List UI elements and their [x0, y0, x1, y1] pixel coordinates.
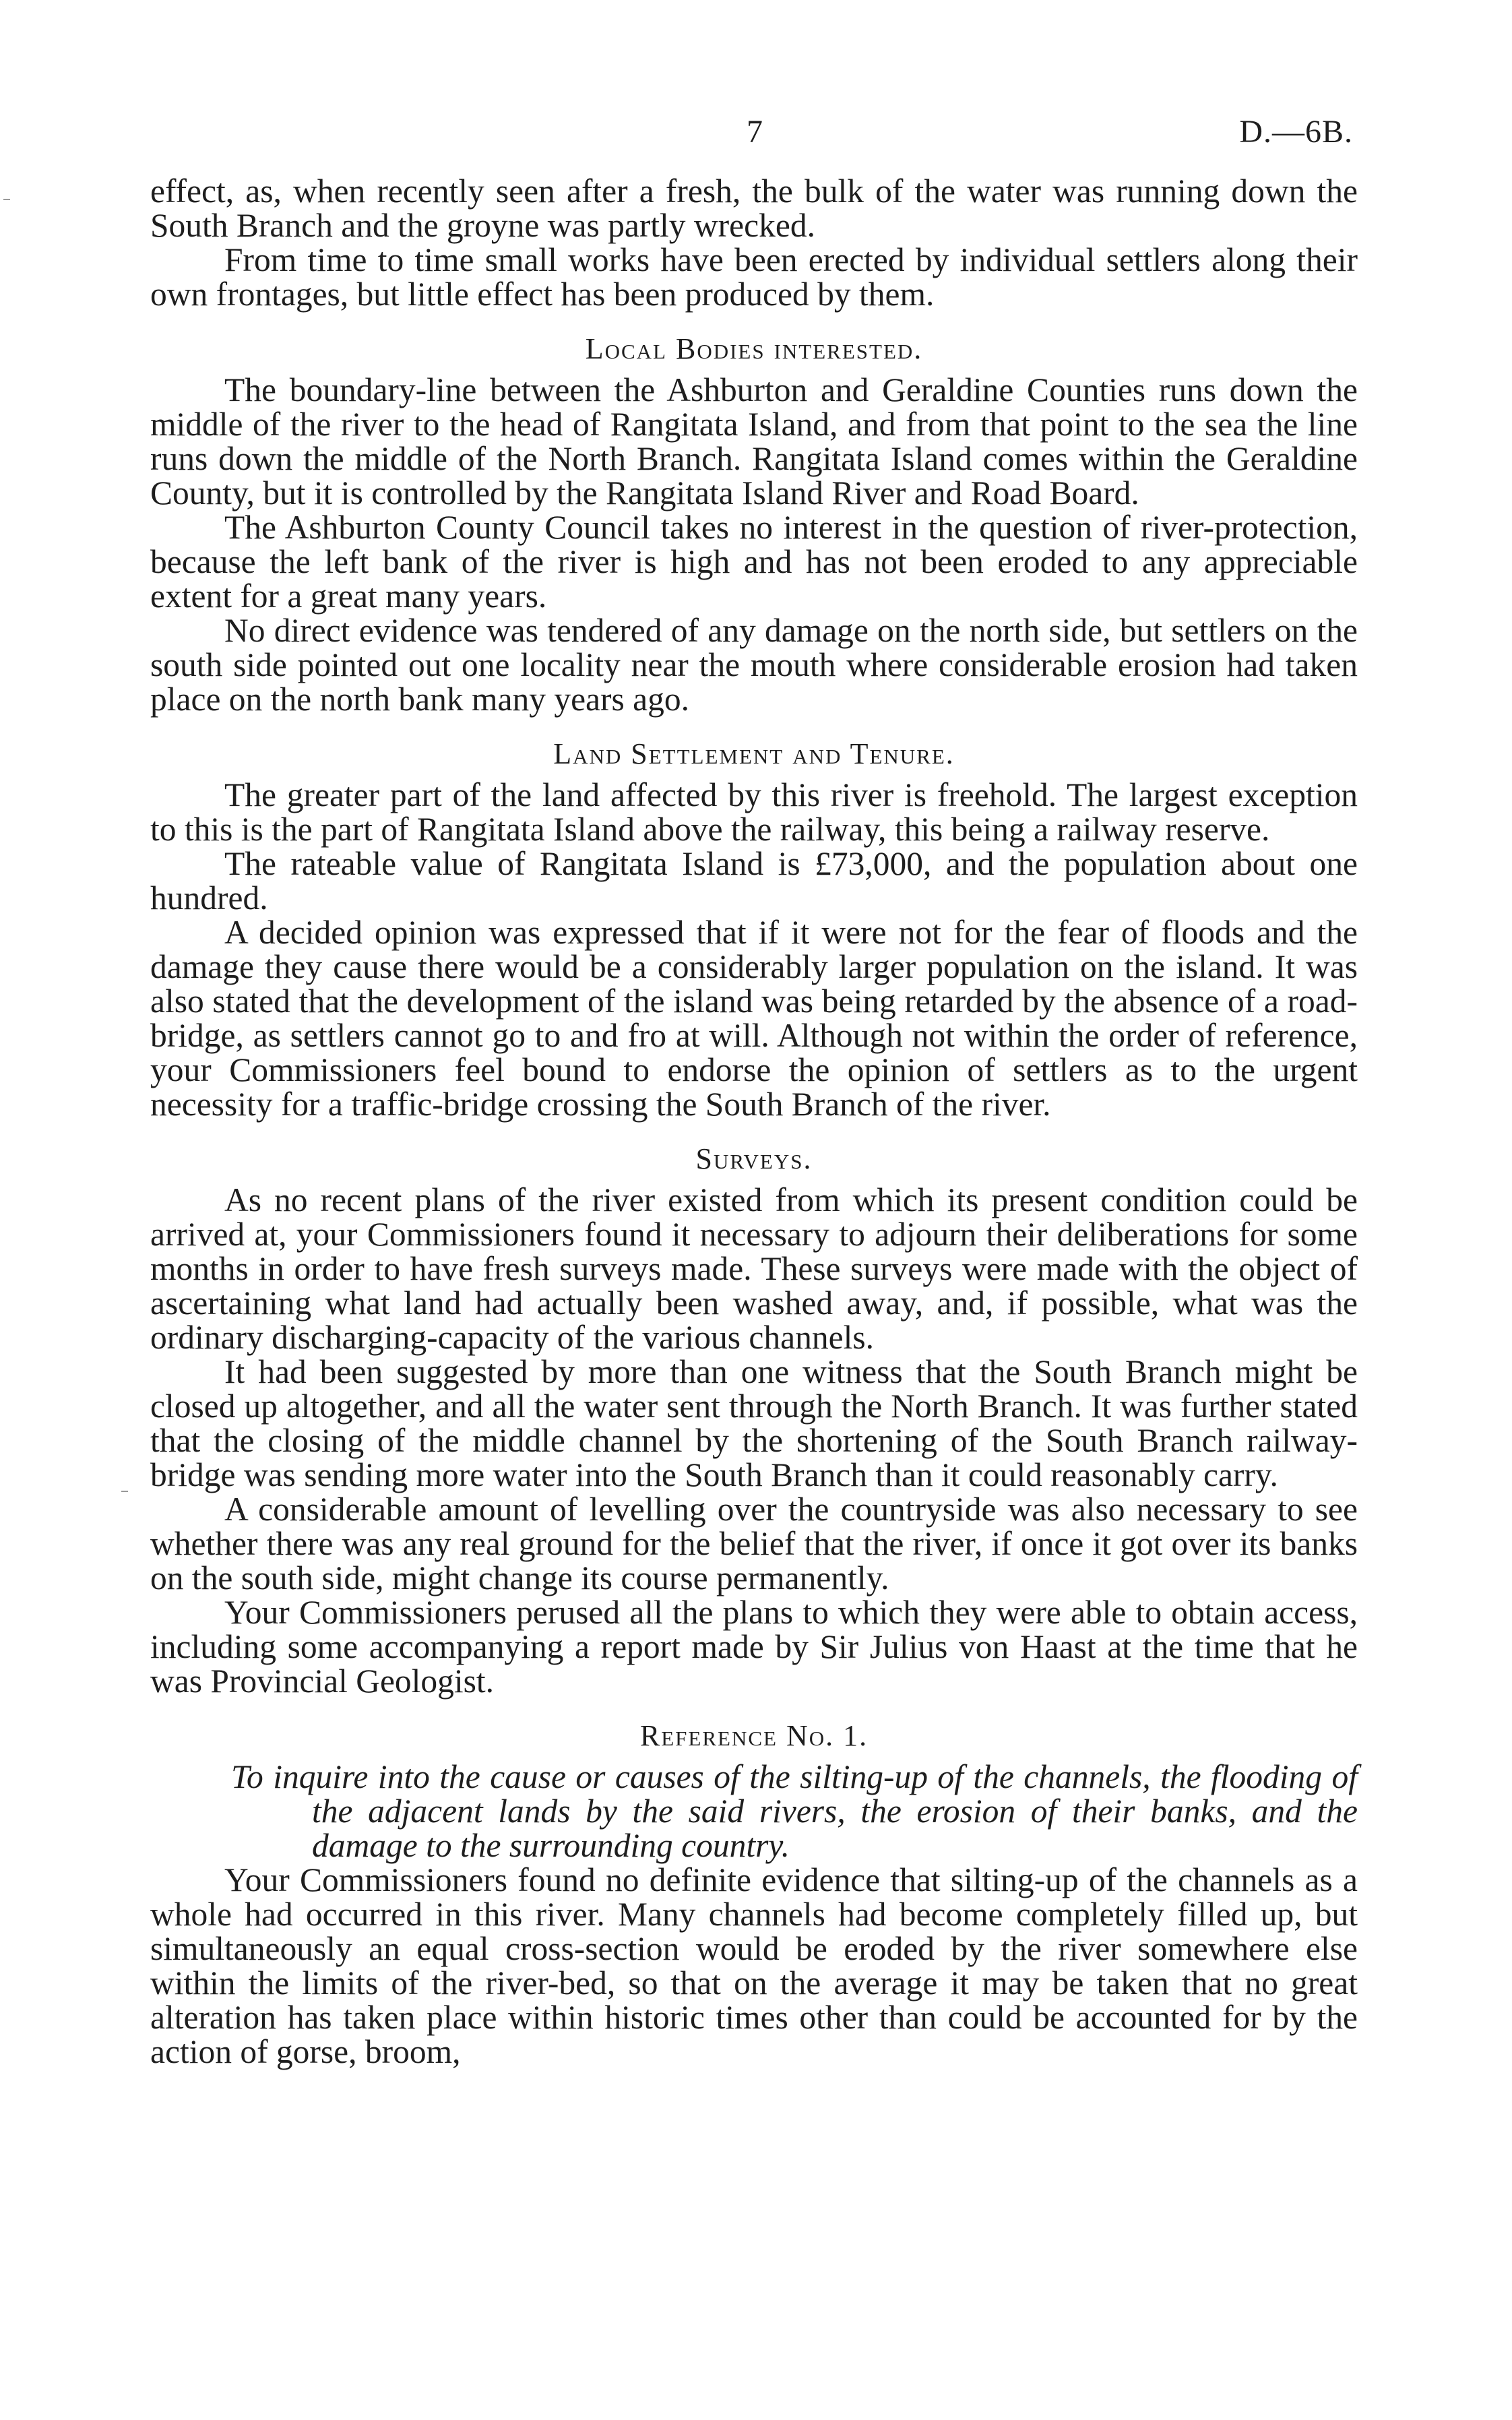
reference-quote: To inquire into the cause or causes of the silting-up of the channels, the flooding of the adjacent lands by the said rivers, the erosion of their banks, and the damage to the surrounding country. — [231, 1758, 1358, 1864]
paragraph: No direct evidence was tendered of any damage on the north side, but settlers on the south side pointed out one locality near the mouth where considerable erosion had taken place on the north bank many years ago. — [150, 612, 1358, 718]
document-reference: D.—6B. — [1239, 114, 1353, 150]
paragraph: It had been suggested by more than one witness that the South Branch might be closed up altogether, and all the water sent through the North Branch. It was further stated that the closing of the middle channel by the shortening of the South Branch railway-bridge was sending more water into the South Branch than it could reasonably carry. — [150, 1353, 1358, 1493]
paragraph: The rateable value of Rangitata Island is £73,000, and the population about one hundred. — [150, 845, 1358, 917]
section-heading-land-settlement: Land Settlement and Tenure. — [553, 737, 955, 770]
scan-mark — [3, 199, 10, 200]
paragraph: From time to time small works have been erected by individual settlers along their own frontages, but little effect has been produced by them. — [150, 241, 1358, 313]
paragraph: The Ashburton County Council takes no interest in the question of river-protection, because the left bank of the river is high and has not been eroded to any appreciable extent for a great many years. — [150, 509, 1358, 615]
paragraph: Your Commissioners perused all the plans to which they were able to obtain access, including some accompanying a report made by Sir Julius von Haast at the time that he was Provincial Geologist. — [150, 1594, 1358, 1700]
paragraph: The boundary-line between the Ashburton and Geraldine Counties runs down the middle of the river to the head of Rangitata Island, and from that point to the sea the line runs down the middle of the North Branch. Rangitata Island comes within the Geraldine County, but it is controlled by the Rangitata Island River and Road Board. — [150, 371, 1358, 511]
document-body — [150, 174, 1358, 2069]
paragraph: effect, as, when recently seen after a fresh, the bulk of the water was running down the South Branch and the groyne was partly wrecked. — [150, 173, 1358, 244]
paragraph: The greater part of the land affected by this river is freehold. The largest exception to this is the part of Rangitata Island above the railway, this being a railway reserve. — [150, 776, 1358, 848]
paragraph: A decided opinion was expressed that if it were not for the fear of floods and the damage they cause there would be a considerably larger population on the island. It was also stated that the development of the island was being retarded by the absence of a road-bridge, as settlers cannot go to and fro at will. Although not within the order of reference, your Commissioners feel bound to endorse the opinion of settlers as to the urgent necessity for a traffic-bridge crossing the South Branch of the river. — [150, 914, 1358, 1123]
scan-mark — [121, 1491, 128, 1492]
page-number: 7 — [747, 114, 763, 150]
paragraph: Your Commissioners found no definite evidence that silting-up of the channels as a whole had occurred in this river. Many channels had become completely filled up, but simultaneously an equal cross-section would be eroded by the river somewhere else within the limits of the river-bed, so that on the average it may be taken that no great alteration has taken place within historic times other than could be accounted for by the action of gorse, broom, — [150, 1861, 1358, 2070]
paragraph: As no recent plans of the river existed from which its present condition could be arrived at, your Commissioners found it necessary to adjourn their deliberations for some months in order to have fresh surveys made. These surveys were made with the object of ascertaining what land had actually been washed away, and, if possible, what was the ordinary discharging-capacity of the various channels. — [150, 1181, 1358, 1356]
section-heading-surveys: Surveys. — [695, 1142, 813, 1175]
section-heading-local-bodies: Local Bodies interested. — [585, 332, 923, 365]
paragraph: A considerable amount of levelling over the countryside was also necessary to see whether there was any real ground for the belief that the river, if once it got over its banks on the south side, might change its course permanently. — [150, 1491, 1358, 1596]
section-heading-reference: Reference No. 1. — [639, 1719, 869, 1752]
